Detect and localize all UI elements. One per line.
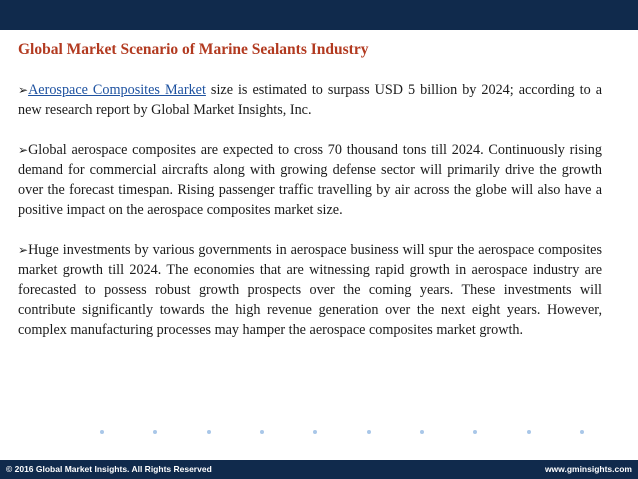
paragraph-1 xyxy=(18,80,602,120)
paragraph-2-text: Global aerospace composites are expected to cross 70 thousand tons till 2024. Continuously rising demand for commercial aircrafts along with growing defense sector will primarily drive the growth over the forecast timespan. Rising passenger traffic travelling by air across the globe will also have a positive impact on the aerospace composites market size. xyxy=(18,142,602,218)
decorative-dot xyxy=(473,430,477,434)
decorative-dot xyxy=(100,430,104,434)
website-link[interactable]: www.gminsights.com xyxy=(544,464,632,474)
slide-title: Global Market Scenario of Marine Sealants Industry xyxy=(18,41,369,58)
aerospace-composites-market-link[interactable]: Aerospace Composites Market xyxy=(28,82,206,98)
paragraph-3-text: Huge investments by various governments in aerospace business will spur the aerospace composites market growth till 2024. The economies that are witnessing rapid growth in aerospace industry are forecasted to possess robust growth prospects over the coming years. These investments will contribute significantly towards the high revenue generation over the next eight years. However, complex manufacturing processes may hamper the aerospace composites market growth. xyxy=(18,242,602,338)
bullet-arrow-icon: ➢ xyxy=(18,243,29,257)
decorative-dot xyxy=(580,430,584,434)
decorative-dot xyxy=(260,430,264,434)
paragraph-2 xyxy=(18,140,602,220)
decorative-dot xyxy=(207,430,211,434)
top-bar xyxy=(0,0,638,30)
decorative-dot xyxy=(313,430,317,434)
bullet-arrow-icon: ➢ xyxy=(18,143,29,157)
paragraph-1-text: size is estimated to surpass USD 5 billion by 2024; according to a new research report by Global Market Insights, Inc. xyxy=(18,82,602,118)
decorative-dot xyxy=(153,430,157,434)
copyright-text: © 2016 Global Market Insights. All Rights Reserved xyxy=(6,464,212,474)
bullet-arrow-icon: ➢ xyxy=(18,83,29,97)
footer-bar xyxy=(0,460,638,479)
decorative-dot xyxy=(527,430,531,434)
decorative-dot xyxy=(420,430,424,434)
decorative-dot xyxy=(367,430,371,434)
decorative-dots xyxy=(100,430,584,434)
paragraph-3 xyxy=(18,240,602,340)
slide-body xyxy=(18,80,602,360)
